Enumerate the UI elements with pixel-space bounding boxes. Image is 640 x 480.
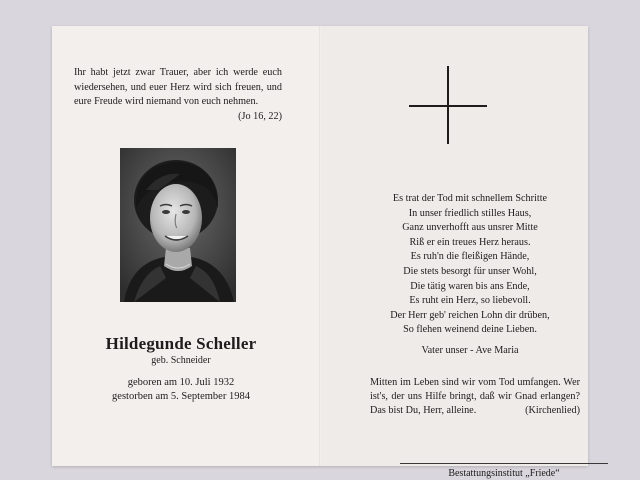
poem-line: Es trat der Tod mit schnellem Schritte xyxy=(392,193,548,204)
poem-line: So flehen weinend deine Lieben. xyxy=(403,324,537,336)
prayer-line: Vater unser - Ave Maria xyxy=(421,345,519,356)
death-date: gestorben am 5. September 1984 xyxy=(112,391,250,402)
cross-icon xyxy=(409,66,487,144)
portrait-photo xyxy=(120,148,236,302)
life-dates xyxy=(72,376,290,404)
hymn-reference: (Kirchenlied) xyxy=(525,405,580,417)
deceased-name: Hildegunde Scheller xyxy=(105,334,257,353)
maiden-name: geb. Schneider xyxy=(151,355,211,366)
memorial-card xyxy=(52,26,588,479)
poem-line: In unser friedlich stilles Haus, xyxy=(408,207,532,219)
poem-line: Die tätig waren bis ans Ende, xyxy=(410,280,530,292)
birth-date: geboren am 10. Juli 1932 xyxy=(127,377,235,388)
poem-line: Die stets besorgt für unser Wohl, xyxy=(403,265,537,277)
poem-line: Riß er ein treues Herz heraus. xyxy=(409,236,531,248)
poem-line: Der Herr geb' reichen Lohn dir drüben, xyxy=(390,309,550,321)
bible-quote-reference: (Jo 16, 22) xyxy=(238,110,282,122)
poem-line: Es ruht ein Herz, so liebevoll. xyxy=(409,295,531,307)
poem-line: Ganz unverhofft aus unsrer Mitte xyxy=(402,222,538,234)
memorial-poem xyxy=(370,192,570,338)
funeral-home: Bestattungsinstitut „Friede“ xyxy=(448,468,560,479)
hymn-verse-text: Mitten im Leben sind wir vom Tod umfangen. Wer ist's, der uns Hilfe bringt, daß wir Gnad erlangen? Das bist Du, Herr, alleine. xyxy=(370,377,580,417)
card-fold xyxy=(319,26,321,466)
bible-quote xyxy=(74,66,282,124)
bible-quote-text: Ihr habt jetzt zwar Trauer, aber ich werde euch wiedersehen, und euer Herz wird sich freuen, und eure Freude wird niemand von euch nehmen. xyxy=(74,67,282,107)
hymn-verse xyxy=(370,376,580,419)
divider-line xyxy=(400,463,608,464)
poem-line: Es ruh'n die fleißigen Hände, xyxy=(410,251,530,263)
